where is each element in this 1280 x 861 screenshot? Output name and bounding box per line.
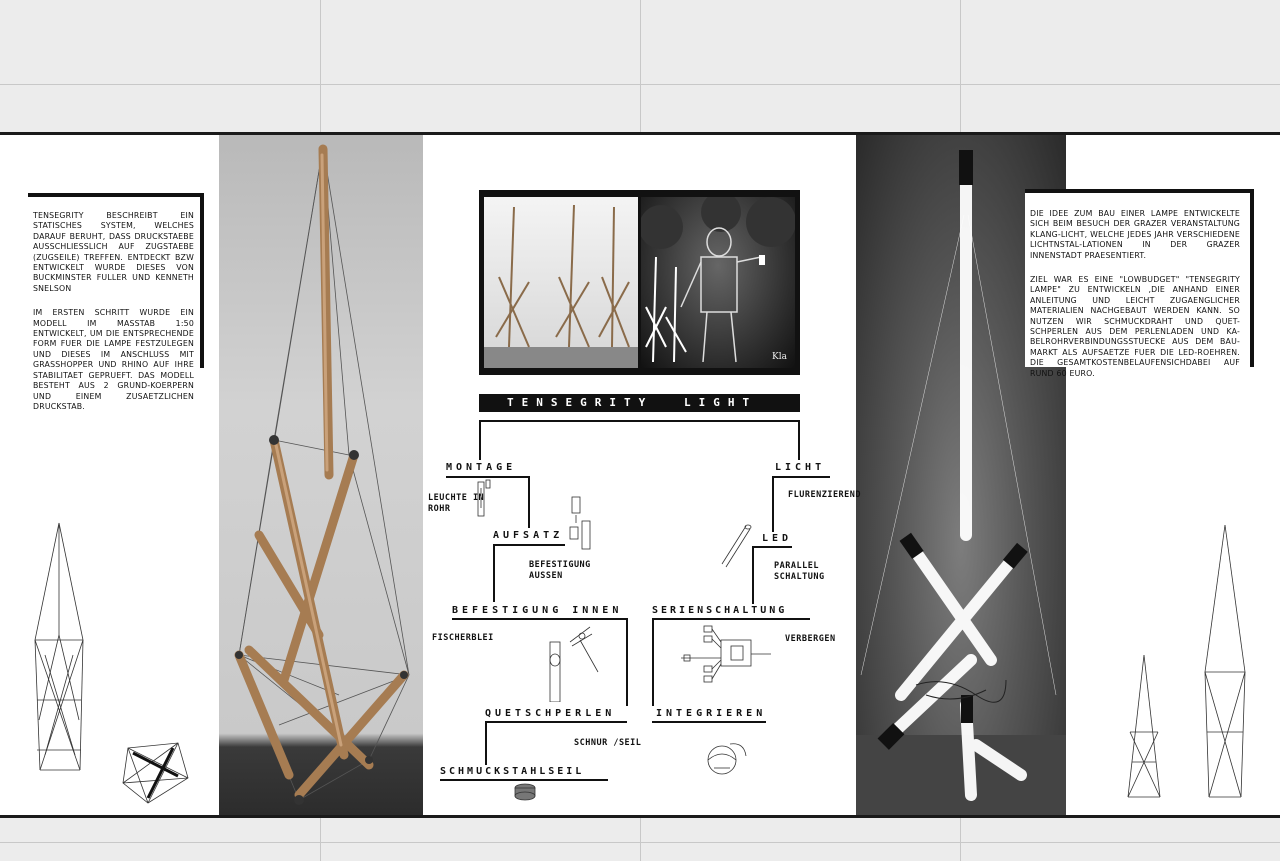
licht-underline bbox=[772, 476, 830, 478]
led-tube-sketch bbox=[716, 520, 752, 570]
wire-spool-sketch bbox=[510, 780, 540, 802]
flurenzierend-label: FLURENZIEREND bbox=[788, 490, 862, 500]
parallel-schaltung-label: PARALLEL SCHALTUNG bbox=[774, 561, 825, 582]
befestigung-innen-underline bbox=[452, 618, 628, 620]
wireframe-right-tall-sketch bbox=[1195, 522, 1255, 802]
led-label: LED bbox=[762, 533, 793, 544]
klanglicht-drawing bbox=[641, 197, 795, 368]
cap-sketch bbox=[566, 493, 596, 559]
title-right: LIGHT bbox=[684, 396, 758, 409]
top-rule bbox=[0, 132, 1280, 135]
idea-textbox bbox=[1025, 189, 1254, 378]
bottom-rule bbox=[0, 815, 1280, 818]
tree-line bbox=[479, 420, 481, 460]
integrate-sketch bbox=[700, 738, 750, 778]
model-series-drawing bbox=[484, 197, 638, 368]
tree-line bbox=[752, 546, 754, 604]
photo-caption: Kla bbox=[772, 352, 787, 362]
befestigung-aussen-label: BEFESTIGUNG AUSSEN bbox=[529, 560, 591, 581]
circuit-sketch bbox=[676, 620, 776, 690]
title-left: TENSEGRITY bbox=[507, 396, 654, 409]
licht-label: LICHT bbox=[775, 462, 826, 473]
tree-line bbox=[485, 721, 487, 765]
schnur-seil-label: SCHNUR /SEIL bbox=[574, 738, 642, 748]
montage-label: MONTAGE bbox=[446, 462, 517, 473]
model-series-photo bbox=[484, 197, 638, 368]
tree-top-line bbox=[479, 420, 800, 422]
guide-line bbox=[0, 842, 1280, 843]
befestigung-innen-label: BEFESTIGUNG INNEN bbox=[452, 605, 623, 616]
inspiration-photos bbox=[479, 190, 800, 375]
integrieren-underline bbox=[652, 721, 766, 723]
leuchte-in-rohr-label: LEUCHTE IN ROHR bbox=[428, 493, 485, 514]
serienschaltung-label: SERIENSCHALTUNG bbox=[652, 605, 788, 616]
led-underline bbox=[752, 546, 792, 548]
wireframe-small-sketch bbox=[118, 738, 193, 808]
intro-textbox bbox=[28, 193, 204, 411]
integrieren-label: INTEGRIEREN bbox=[656, 708, 767, 719]
tree-line bbox=[798, 420, 800, 460]
intro-paragraph-2: IM ERSTEN SCHRITT WURDE EIN MODELL IM MASSTAB 1:50 ENTWICKELT, UM DIE ENTSPRECHENDE FORM FUER DIE LAMPE FESTZULEGEN UND DIESES IM ANSCHLUSS MIT GRASSHOPPER UND RHINO AUF IHRE STABILITAET GEPRUEFT. DAS MODELL BESTEHT AUS 2 GRUND-KOERPERN UND EINEM ZUSAETZLICHEN DRUCKSTAB. bbox=[33, 308, 194, 411]
quetschperlen-label: QUETSCHPERLEN bbox=[485, 708, 616, 719]
fischerblei-label: FISCHERBLEI bbox=[432, 633, 494, 643]
idea-paragraph-2: ZIEL WAR ES EINE "LOWBUDGET" "TENSEGRITY LAMPE" ZU ENTWICKELN ,DIE ANHAND EINER ANLEITUNG UND LEICHT ZUGAENGLICHER MATERIALIEN NACHGEBAUT WERDEN KANN. SO NUTZEN WIR SCHMUCKDRAHT UND QUET-SCHPERLEN AUS DEM PERLENLADEN UND KA-BELROHRVERBINDUNGSSTUECKE AUS DEM BAU-MARKT ALS AUFSAETZE FUER DIE LED-ROEHREN. DIE GESAMTKOSTENBELAUFENSICHDABEI AUF RUND 60 EURO. bbox=[1030, 275, 1240, 378]
wooden-model-drawing bbox=[219, 135, 423, 815]
aufsatz-label: AUFSATZ bbox=[493, 530, 564, 541]
tree-line bbox=[528, 476, 530, 528]
wireframe-tall-sketch bbox=[25, 520, 95, 775]
klanglicht-photo bbox=[641, 197, 795, 368]
guide-line bbox=[0, 84, 1280, 85]
fischerblei-sketch bbox=[540, 622, 600, 702]
tensegrity-light-title bbox=[479, 394, 800, 412]
tree-line bbox=[652, 618, 654, 706]
aufsatz-underline bbox=[493, 544, 565, 546]
tree-line bbox=[626, 618, 628, 706]
idea-paragraph-1: DIE IDEE ZUM BAU EINER LAMPE ENTWICKELTE SICH BEIM BESUCH DER GRAZER VERANSTALTUNG KLANG-LICHT, WELCHE JEDES JAHR VERSCHIEDENE LICHTNSTAL-LATIONEN IN DER GRAZER INNENSTADT PRAESENTIERT. bbox=[1030, 209, 1240, 260]
tube-insert-sketch bbox=[470, 478, 498, 518]
quetschperlen-underline bbox=[485, 721, 627, 723]
tree-line bbox=[772, 476, 774, 532]
verbergen-label: VERBERGEN bbox=[785, 634, 836, 644]
schmuckstahlseil-label: SCHMUCKSTAHLSEIL bbox=[440, 766, 585, 777]
wooden-model-photo bbox=[219, 135, 423, 815]
tree-line bbox=[493, 544, 495, 602]
wireframe-right-small-sketch bbox=[1120, 652, 1170, 802]
intro-paragraph-1: TENSEGRITY BESCHREIBT EIN STATISCHES SYSTEM, WELCHES DARAUF BERUHT, DASS DRUCKSTAEBE AUSSCHLIESSLICH AUF ZUGSTAEBE (ZUGSEILE) TREFFEN. ENTDECKT BZW ENTWICKELT WURDE DIESES VON BUCKMINSTER FULLER UND KENNETH SNELSON bbox=[33, 211, 194, 293]
